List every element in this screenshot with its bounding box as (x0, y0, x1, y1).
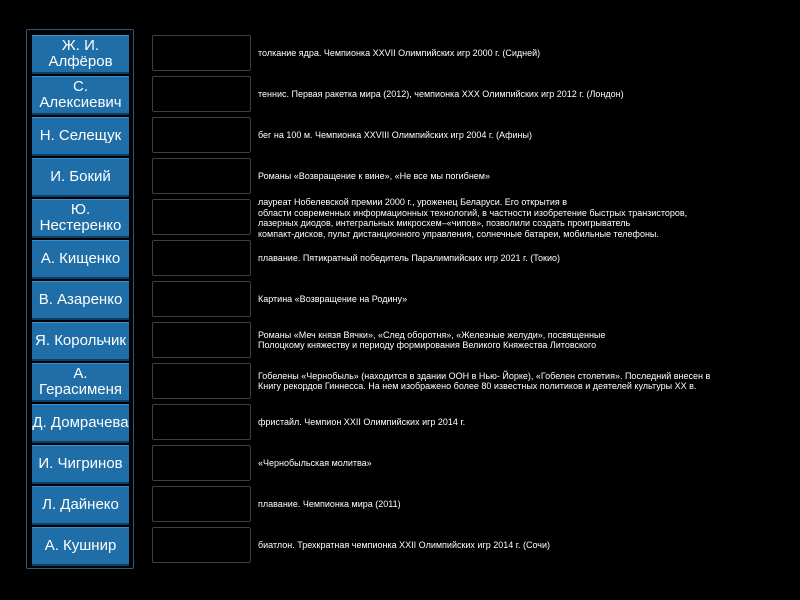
name-tile[interactable]: Я. Корольчик (32, 322, 129, 359)
description-text: бег на 100 м. Чемпионка XXVIII Олимпийских игр 2004 г. (Афины) (258, 129, 532, 140)
description-text: плавание. Пятикратный победитель Паралимпийских игр 2021 г. (Токио) (258, 252, 560, 263)
drop-slot[interactable] (152, 363, 251, 399)
description-text: фристайл. Чемпион XXII Олимпийских игр 2014 г. (258, 416, 466, 427)
name-tile[interactable]: И. Чигринов (32, 445, 129, 482)
drop-slot[interactable] (152, 240, 251, 276)
name-tile[interactable]: Ж. И. Алфёров (32, 35, 129, 72)
drop-slot[interactable] (152, 404, 251, 440)
drop-slot[interactable] (152, 117, 251, 153)
description-text: Романы «Меч князя Вячки», «След оборотня», «Железные желуди», посвященные Полоцкому княжеству и периоду формирования Великого Княжества Литовского (258, 329, 606, 350)
drop-slot[interactable] (152, 35, 251, 71)
name-tile[interactable]: И. Бокий (32, 158, 129, 195)
description-text: теннис. Первая ракетка мира (2012), чемпионка XXX Олимпийских игр 2012 г. (Лондон) (258, 88, 624, 99)
drop-slot[interactable] (152, 322, 251, 358)
drop-slot[interactable] (152, 281, 251, 317)
name-tile[interactable]: Н. Селещук (32, 117, 129, 154)
description-text: биатлон. Трехкратная чемпионка XXII Олимпийских игр 2014 г. (Сочи) (258, 539, 550, 550)
description-text: лауреат Нобелевской премии 2000 г., уроженец Беларуси. Его открытия в области современных информационных технологий, в частности изобретение быстрых транзисторов, лазерных диодов, интегральных микросхем–«чипов», позволили создать проигрыватель компакт-дисков, пульт дистанционного управления, солнечные батареи, мобильные телефоны. (258, 197, 688, 239)
description-text: Картина «Возвращение на Родину» (258, 293, 408, 304)
description-text: «Чернобыльская молитва» (258, 457, 372, 468)
name-tile[interactable]: В. Азаренко (32, 281, 129, 318)
name-tile[interactable]: А. Кушнир (32, 527, 129, 564)
name-tile[interactable]: А. Кищенко (32, 240, 129, 277)
drop-slot[interactable] (152, 199, 251, 235)
drop-slot[interactable] (152, 527, 251, 563)
drop-slot[interactable] (152, 445, 251, 481)
description-text: Гобелены «Чернобыль» (находится в здании ООН в Нью- Йорке), «Гобелен столетия». Последний внесен в Книгу рекордов Гиннесса. На нем изображено более 80 известных политиков и деятелей культуры XX в. (258, 370, 711, 391)
name-tile[interactable]: С. Алексиевич (32, 76, 129, 113)
drop-slot[interactable] (152, 76, 251, 112)
name-tile[interactable]: Д. Домрачева (32, 404, 129, 441)
name-tile[interactable]: Ю. Нестеренко (32, 199, 129, 236)
description-text: Романы «Возвращение к вине», «Не все мы погибнем» (258, 170, 490, 181)
name-tile[interactable]: А. Герасименя (32, 363, 129, 400)
description-text: плавание. Чемпионка мира (2011) (258, 498, 401, 509)
drop-slot[interactable] (152, 486, 251, 522)
name-tile[interactable]: Л. Дайнеко (32, 486, 129, 523)
drop-slot[interactable] (152, 158, 251, 194)
description-text: толкание ядра. Чемпионка XXVII Олимпийских игр 2000 г. (Сидней) (258, 47, 541, 58)
